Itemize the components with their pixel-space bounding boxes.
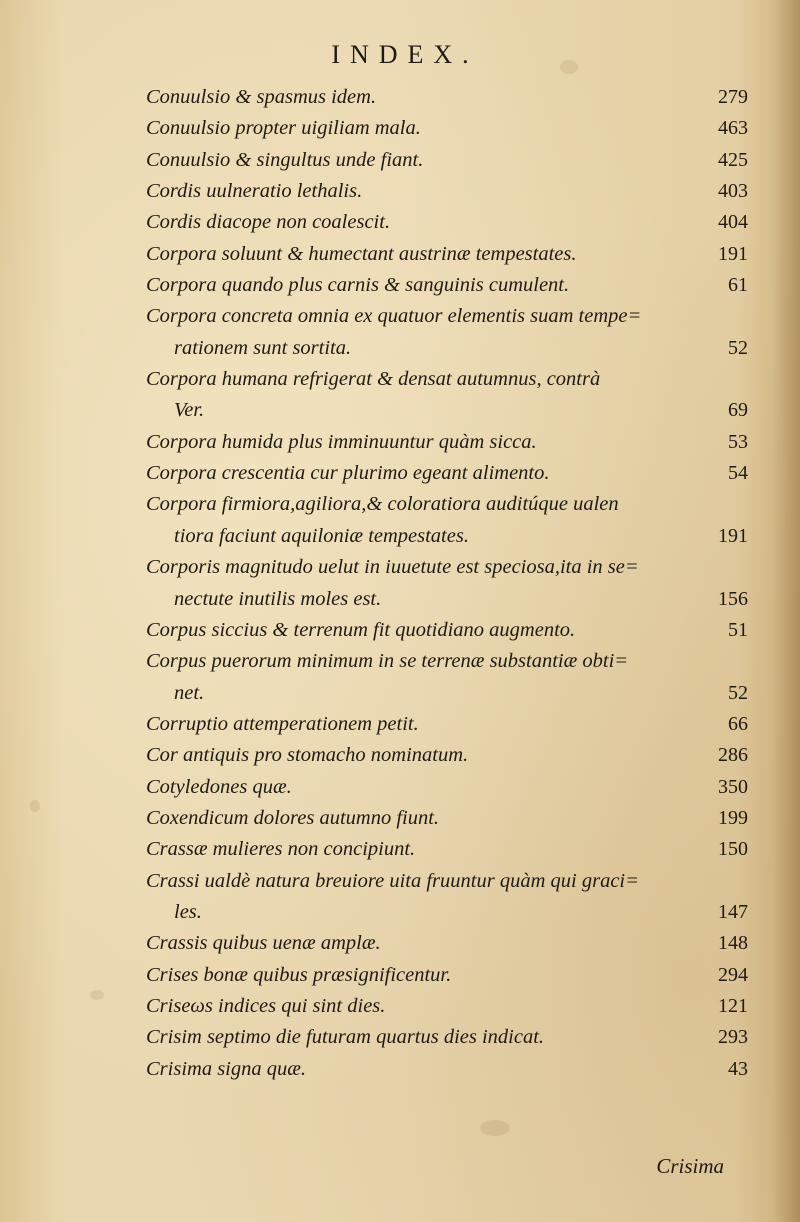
page-number: 199 [718,806,748,829]
page-number: 150 [718,838,748,861]
entry-text-span: Crises bonæ quibus præsignificentur. [146,963,452,986]
entry-text [146,552,748,583]
page-number: 54 [728,462,748,485]
page-number: 191 [718,524,748,547]
page-number: 121 [718,994,748,1017]
entry-text-span: Corpora soluunt & humectant austrinæ tempestates. [146,242,577,265]
entry-text-continuation [146,333,748,364]
page-number: 350 [718,775,748,798]
page-number: 52 [728,336,748,359]
index-entry [146,960,748,991]
entry-text-span: nectute inutilis moles est. [174,587,382,610]
index-entry [146,113,748,144]
page-number: 404 [718,211,748,234]
page-number: 463 [718,117,748,140]
page-title: INDEX. [331,40,479,69]
entry-text-span: net. [174,681,205,704]
entry-text-span: Conuulsio & singultus unde fiant. [146,148,424,171]
entry-text-span: Corpora concreta omnia ex quatuor elementis suam tempe= [146,305,642,328]
entry-text [146,427,748,458]
entry-text-span: Corruptio attemperationem petit. [146,712,419,735]
page-number: 61 [728,274,748,297]
index-entry [146,615,748,646]
index-entry [146,82,748,113]
foxing-spot [480,1120,510,1136]
entry-text-span: Conuulsio propter uigiliam mala. [146,117,421,140]
entry-text-span: Crassis quibus uenæ amplæ. [146,932,381,955]
index-entry [146,866,748,929]
entry-text [146,145,748,176]
page-number: 69 [728,399,748,422]
entry-text [146,740,748,771]
index-entry [146,207,748,238]
entry-text-span: Cor antiquis pro stomacho nominatum. [146,744,469,767]
page-number: 293 [718,1026,748,1049]
entry-text [146,991,748,1022]
entry-text [146,928,748,959]
entry-text-span: Conuulsio & spasmus idem. [146,86,377,108]
entry-text-span: Corpora humana refrigerat & densat autumnus, contrà [146,368,601,391]
index-entry [146,364,748,427]
page-number: 191 [718,242,748,265]
entry-text [146,364,748,395]
entry-text-span: Corpus puerorum minimum in se terrenæ substantiæ obti= [146,650,629,673]
entry-text [146,1054,748,1085]
page-number: 279 [718,86,748,108]
entry-text-span: Cotyledones quæ. [146,775,292,798]
index-entry [146,928,748,959]
entry-text-span: Cordis diacope non coalescit. [146,211,391,234]
entry-text-continuation [146,584,748,615]
entry-text [146,301,748,332]
index-entry [146,176,748,207]
entry-text [146,176,748,207]
foxing-spot [30,800,40,812]
entry-text-span: Crassæ mulieres non concipiunt. [146,838,416,861]
index-entry [146,646,748,709]
index-entry [146,301,748,364]
entry-text-span: Corpora firmiora,agiliora,& coloratiora auditúque ualen [146,493,619,516]
index-entry [146,834,748,865]
index-entry [146,427,748,458]
entry-text-span: Corpora quando plus carnis & sanguinis cumulent. [146,274,570,297]
page-number: 425 [718,148,748,171]
index-entry [146,1054,748,1085]
page-number: 148 [718,932,748,955]
index-entry [146,991,748,1022]
page-number: 403 [718,180,748,203]
entry-text-continuation [146,395,748,426]
index-entry [146,489,748,552]
entry-text-span: Crisim septimo die futuram quartus dies indicat. [146,1026,545,1049]
entry-text [146,270,748,301]
index-entry [146,740,748,771]
index-entry [146,270,748,301]
catchword: Crisima [656,1154,724,1178]
entry-text-span: tiora faciunt aquiloniæ tempestates. [174,524,469,547]
index-entry [146,458,748,489]
page-number: 51 [728,618,748,641]
entry-text [146,113,748,144]
entry-text [146,709,748,740]
entry-text-continuation [146,897,748,928]
entry-text-span: Crisima signa quæ. [146,1057,307,1080]
entry-text-span: Crassi ualdè natura breuiore uita fruuntur quàm qui graci= [146,869,639,892]
entry-text-span: les. [174,900,202,923]
page-number: 52 [728,681,748,704]
entry-text-span: Corpus siccius & terrenum fit quotidiano augmento. [146,618,576,641]
page-number: 147 [718,900,748,923]
page-spine-shadow [772,0,800,1222]
index-entry [146,239,748,270]
page-number: 43 [728,1057,748,1080]
entry-text [146,960,748,991]
index-entry [146,1022,748,1053]
foxing-spot [90,990,104,1000]
entry-text [146,207,748,238]
entry-text [146,646,748,677]
entry-text [146,239,748,270]
entry-text-span: Coxendicum dolores autumno fiunt. [146,806,440,829]
entry-text-span: Corpora crescentia cur plurimo egeant alimento. [146,462,550,485]
entry-text [146,82,748,113]
index-entries [146,82,748,1085]
index-entry [146,772,748,803]
index-entry [146,552,748,615]
entry-text-span: Cordis uulneratio lethalis. [146,180,363,203]
entry-text [146,615,748,646]
entry-text [146,1022,748,1053]
entry-text-span: Ver. [174,399,205,422]
entry-text [146,458,748,489]
index-entry [146,145,748,176]
page-number: 286 [718,744,748,767]
entry-text-continuation [146,678,748,709]
entry-text-span: Corporis magnitudo uelut in iuuetute est speciosa,ita in se= [146,556,639,579]
entry-text [146,489,748,520]
entry-text-span: Criseωs indices qui sint dies. [146,994,386,1017]
entry-text-continuation [146,521,748,552]
entry-text [146,866,748,897]
index-entry [146,709,748,740]
page-number: 66 [728,712,748,735]
entry-text-span: Corpora humida plus imminuuntur quàm sicca. [146,430,537,453]
index-entry [146,803,748,834]
entry-text [146,772,748,803]
entry-text-span: rationem sunt sortita. [174,336,352,359]
entry-text [146,834,748,865]
page-number: 294 [718,963,748,986]
entry-text [146,803,748,834]
page-number: 53 [728,430,748,453]
page-number: 156 [718,587,748,610]
